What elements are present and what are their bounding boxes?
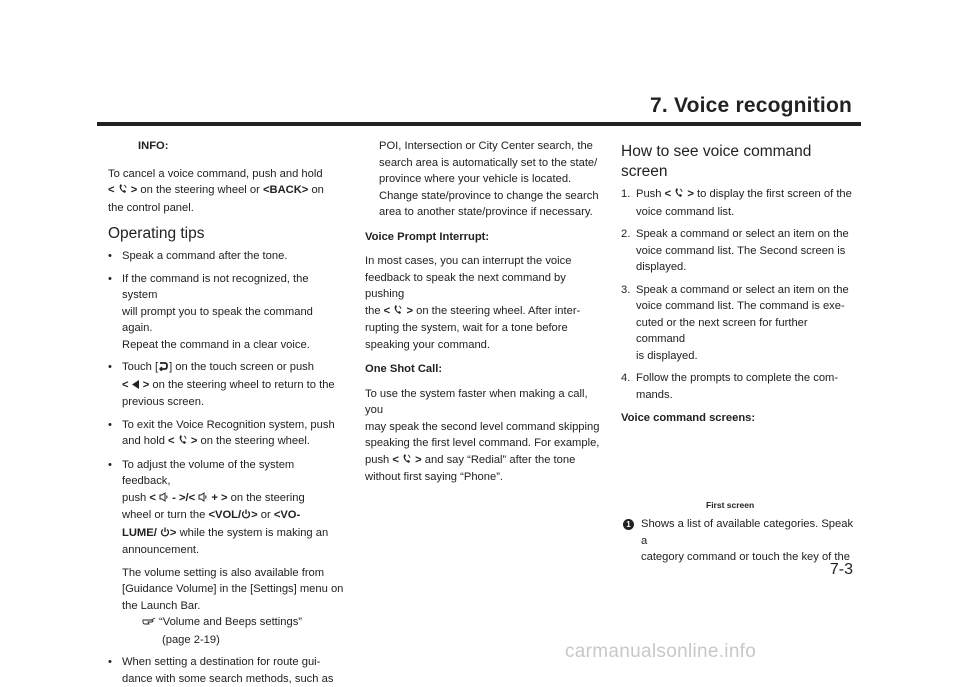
tip-5 [108,457,344,649]
column-3 [621,142,855,427]
step-1-line-1 [636,186,855,204]
voice-command-screens-heading: Voice command screens: [621,410,855,427]
cancel-bracket-open: < [108,184,115,196]
step-3-line: is displayed. [636,348,855,365]
step-4-line: mands. [636,387,855,404]
vol-up-key: + > [211,492,227,504]
left-triangle-icon [132,378,140,395]
bracket-open: < [149,492,156,504]
power-icon [160,526,170,543]
speaker-icon [198,491,208,508]
oneshot-line: may speak the second level command skipping [365,419,601,436]
back-key: <BACK> [263,184,308,196]
tip-2-line: will prompt you to speak the command again. [122,304,344,337]
bullet-icon: • [108,248,112,265]
bullet-icon: • [108,271,112,288]
step-3-line: voice command list. The command is exe- [636,298,855,315]
step-1 [621,186,855,220]
step-2 [621,226,855,276]
tip-3 [108,359,344,411]
oneshot-line: To use the system faster when making a call, you [365,386,601,419]
one-shot-call-heading: One Shot Call: [365,361,601,378]
step-1-line-2: voice command list. [636,204,855,221]
vol-note-line: The volume setting is also available from [122,565,344,582]
bracket-open: < [122,379,129,391]
step-3-line: Speak a command or select an item on the [636,282,855,299]
step-3 [621,282,855,365]
tip-3-line-1 [122,359,344,377]
step-4 [621,370,855,403]
tip-4-line-2 [122,433,344,451]
push-text: push [365,454,389,466]
push-text: Push [636,188,662,200]
interrupt-line: rupting the system, wait for a tone before [365,320,601,337]
info-label: INFO: [108,138,344,155]
reference-title[interactable]: “Volume and Beeps settings” [159,616,302,628]
col2-line: province where your vehicle is located. [379,171,601,188]
display-text: to display the first screen of the [697,188,852,200]
tip-2-line: If the command is not recognized, the system [122,271,344,304]
the-text: the [365,305,381,317]
steering-text: on the steering [231,492,305,504]
bracket-open: < [665,188,672,200]
interrupt-line: feedback to speak the next command by pushing [365,270,601,303]
interrupt-line: speaking your command. [365,337,601,354]
bracket-close: > [415,454,422,466]
interrupt-line-3 [365,303,601,321]
steering-text: on the steering wheel. [200,435,309,447]
bracket-open: < [168,435,175,447]
voice-talk-icon [118,183,128,200]
oneshot-line-4 [365,452,601,470]
touch-text-2: ] on the touch screen or push [169,361,314,373]
bullet-icon: • [108,654,112,671]
page-number: 7-3 [830,561,853,579]
col2-line: POI, Intersection or City Center search, the [379,138,601,155]
callout-line: category command or touch the key of the [621,549,855,566]
cancel-on: on [311,184,323,196]
voice-prompt-interrupt-heading: Voice Prompt Interrupt: [365,229,601,246]
watermark: carmanualsonline.info [565,641,756,663]
col2-line: search area is automatically set to the state/ [379,155,601,172]
touch-text: Touch [ [122,361,158,373]
tip-6-line: When setting a destination for route gui- [122,654,344,671]
column-2 [365,138,601,486]
step-2-line: Speak a command or select an item on the [636,226,855,243]
pointing-hand-icon [142,615,156,632]
voice-talk-icon [674,187,684,204]
col2-line: area to another state/province if necessary. [379,204,601,221]
column-1 [108,138,344,687]
reference-page[interactable]: (page 2-19) [122,632,344,649]
step-4-line: Follow the prompts to complete the com- [636,370,855,387]
oneshot-line: without first saying “Phone”. [365,469,601,486]
voice-talk-icon [393,304,403,321]
turn-text: wheel or turn the [122,509,205,521]
oneshot-line: speaking the first level command. For example, [365,435,601,452]
tip-5-line-1: To adjust the volume of the system feedback, [122,457,344,490]
bullet-icon: • [108,417,112,434]
cancel-line-3: the control panel. [108,200,344,217]
tip-3-line-2 [122,377,344,395]
push-text: push [122,492,146,504]
interrupt-text: on the steering wheel. After inter- [416,305,580,317]
tip-4-line-1: To exit the Voice Recognition system, push [122,417,344,434]
tip-2-line: Repeat the command in a clear voice. [122,337,344,354]
tip-5-line-4 [122,525,344,543]
tip-5-line-5: announcement. [122,542,344,559]
or-text: or [261,509,271,521]
step-number: 2. [621,226,630,243]
voice-talk-icon [402,453,412,470]
step-2-line: voice command list. The Second screen is [636,243,855,260]
tip-5-line-3 [122,507,344,525]
callout-line: Shows a list of available categories. Speak a [641,518,853,547]
tip-6-line: dance with some search methods, such as [122,671,344,687]
speaker-icon [159,491,169,508]
tip-1 [108,248,344,265]
section-title: 7. Voice recognition [650,94,852,118]
tip-3-line-3: previous screen. [122,394,344,411]
operating-tips-heading: Operating tips [108,224,344,244]
vol-note-line: the Launch Bar. [122,598,344,615]
step-number: 4. [621,370,630,387]
interrupt-line: In most cases, you can interrupt the voice [365,253,601,270]
bracket-close: > [251,509,258,521]
back-arrow-icon [158,360,169,377]
bullet-icon: • [108,359,112,376]
tip-1-text: Speak a command after the tone. [122,248,344,265]
step-number: 3. [621,282,630,299]
bracket-close: > [170,527,177,539]
making-text: while the system is making an [180,527,329,539]
volume-key-part: LUME/ [122,527,157,539]
bracket-open: < [392,454,399,466]
cancel-line-1: To cancel a voice command, push and hold [108,166,344,183]
callout-1-description [621,516,855,566]
tip-4 [108,417,344,451]
cancel-bracket-close: > [131,184,138,196]
cancel-text: on the steering wheel or [140,184,259,196]
redial-text: and say “Redial” after the tone [425,454,576,466]
vol-knob-key: <VOL/ [208,509,241,521]
bracket-close: > [406,305,413,317]
tip-6 [108,654,344,687]
bracket-open: < [384,305,391,317]
tip-2 [108,271,344,354]
cancel-line-2 [108,182,344,200]
callout-marker-1: 1 [623,519,634,530]
bracket-close: > [191,435,198,447]
step-number: 1. [621,186,630,203]
voice-talk-icon [178,434,188,451]
how-to-see-heading: How to see voice command screen [621,142,855,182]
bracket-close: > [143,379,150,391]
figure-caption: First screen [706,500,754,510]
step-2-line: displayed. [636,259,855,276]
step-3-line: cuted or the next screen for further command [636,315,855,348]
tip-3-text: on the steering wheel to return to the [152,379,334,391]
tip-5-line-2 [122,490,344,508]
power-icon [241,508,251,525]
bullet-icon: • [108,457,112,474]
vol-down-key: - >/< [172,492,195,504]
vol-note-line: [Guidance Volume] in the [Settings] menu on [122,581,344,598]
volume-key-part: <VO- [274,509,300,521]
col2-line: Change state/province to change the search [379,188,601,205]
reference-line-1 [122,614,344,632]
header-rule [97,122,861,126]
hold-text: and hold [122,435,165,447]
bracket-close: > [687,188,694,200]
